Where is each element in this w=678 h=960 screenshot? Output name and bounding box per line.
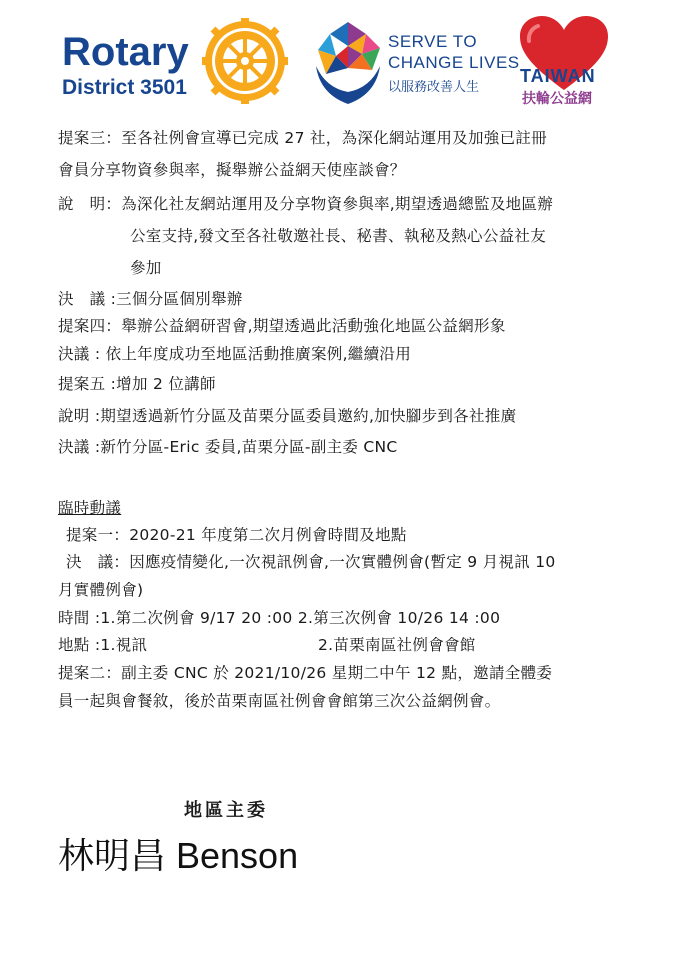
- explanation-5: 說明 :期望透過新竹分區及苗栗分區委員邀約,加快腳步到各社推廣: [58, 407, 517, 425]
- resolution-5: 決議 :新竹分區-Eric 委員,苗栗分區-副主委 CNC: [58, 438, 398, 456]
- proposal-5: 提案五 :增加 2 位講師: [58, 375, 216, 393]
- signature-name: 林明昌 Benson: [58, 835, 299, 876]
- section-title: 臨時動議: [58, 499, 122, 517]
- extra-resolution-1-line-2: 月實體例會): [58, 581, 144, 599]
- extra-proposal-1: 提案一：2020-21 年度第二次月例會時間及地點: [66, 526, 407, 544]
- rotary-wheel-icon: [200, 16, 290, 106]
- taiwan-wordmark: TAIWAN: [520, 66, 596, 86]
- meeting-place-2: 2.苗栗南區社例會會館: [318, 636, 476, 654]
- extra-proposal-2-line-1: 提案二：副主委 CNC 於 2021/10/26 星期二中午 12 點，邀請全體委: [58, 664, 553, 682]
- extra-resolution-1-line-1: 決 議：因應疫情變化,一次視訊例會,一次實體例會(暫定 9 月視訊 10: [66, 553, 556, 571]
- resolution-4: 決議 : 依上年度成功至地區活動推廣案例,繼續沿用: [58, 345, 412, 363]
- rotary-wordmark: Rotary: [62, 30, 189, 74]
- mosaic-hands-icon: [312, 18, 384, 108]
- meeting-time: 時間 :1.第二次例會 9/17 20 :00 2.第三次例會 10/26 14 :00: [58, 609, 501, 627]
- explanation-3-line-1: 說 明：為深化社友網站運用及分享物資參與率,期望透過總監及地區辦: [58, 195, 554, 213]
- signature-title: 地區主委: [184, 800, 268, 821]
- proposal-3-line-2: 會員分享物資參與率，擬舉辦公益網天使座談會？: [58, 161, 406, 179]
- serve-line-2: CHANGE LIVES: [388, 53, 520, 72]
- resolution-3: 決 議 :三個分區個別舉辦: [58, 290, 243, 308]
- taiwan-chinese: 扶輪公益網: [522, 91, 592, 107]
- explanation-3-line-3: 參加: [130, 259, 162, 277]
- serve-line-1: SERVE TO: [388, 32, 478, 51]
- extra-proposal-2-line-2: 員一起與會餐敘，後於苗栗南區社例會會館第三次公益網例會。: [58, 692, 501, 710]
- serve-chinese: 以服務改善人生: [388, 80, 480, 95]
- district-label: District 3501: [62, 76, 187, 99]
- proposal-3-line-1: 提案三：至各社例會宣導已完成 27 社，為深化網站運用及加強已註冊: [58, 129, 547, 147]
- explanation-3-line-2: 公室支持,發文至各社敬邀社長、秘書、執秘及熱心公益社友: [130, 227, 547, 245]
- meeting-place-1: 地點 :1.視訊: [58, 636, 148, 654]
- proposal-4: 提案四：舉辦公益網研習會,期望透過此活動強化地區公益網形象: [58, 317, 506, 335]
